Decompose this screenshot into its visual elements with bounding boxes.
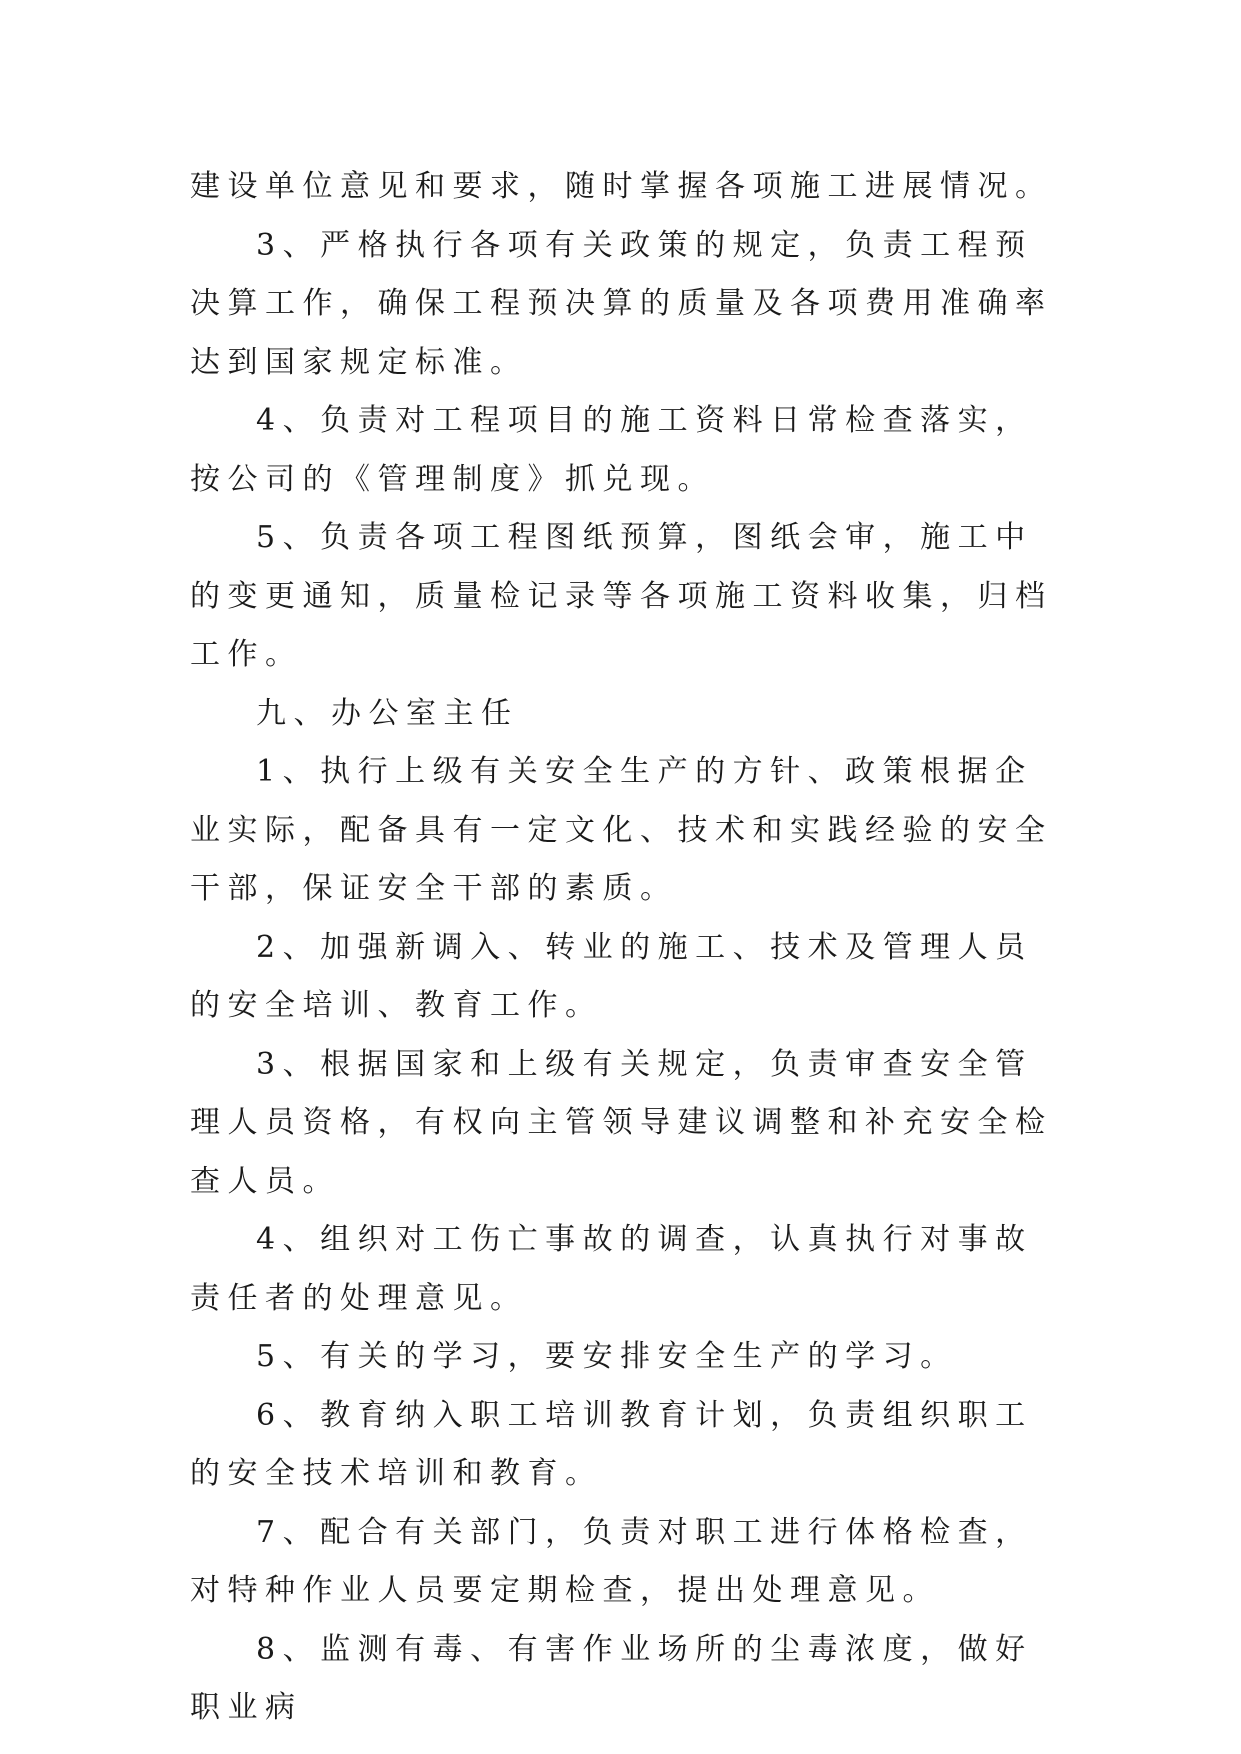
paragraph-item-7-health-check: 7、配合有关部门，负责对职工进行体格检查，对特种作业人员要定期检查，提出处理意见。	[190, 1514, 1033, 1608]
paragraph-item-4-accident: 4、组织对工伤亡事故的调查，认真执行对事故责任者的处理意见。	[190, 1222, 1033, 1316]
paragraph-item-5-drawings: 5、负责各项工程图纸预算，图纸会审，施工中的变更通知，质量检记录等各项施工资料收集，归档工作。	[190, 520, 1053, 672]
paragraph-item-2-training: 2、加强新调入、转业的施工、技术及管理人员的安全培训、教育工作。	[190, 929, 1033, 1023]
section-heading-office-director: 九、办公室主任	[256, 695, 519, 731]
paragraph-item-3-budget: 3、严格执行各项有关政策的规定，负责工程预决算工作，确保工程预决算的质量及各项费用准确率达到国家规定标准。	[190, 227, 1053, 380]
paragraph-item-1-safety-policy: 1、执行上级有关安全生产的方针、政策根据企业实际，配备具有一定文化、技术和实践经验的安全干部，保证安全干部的素质。	[190, 754, 1053, 906]
paragraph-item-5-study: 5、有关的学习，要安排安全生产的学习。	[256, 1339, 958, 1374]
paragraph-item-8-monitoring: 8、监测有毒、有害作业场所的尘毒浓度，做好职业病	[190, 1631, 1033, 1725]
paragraph-continuation: 建设单位意见和要求，随时掌握各项施工进展情况。	[190, 169, 1053, 204]
paragraph-item-4-records: 4、负责对工程项目的施工资料日常检查落实，按公司的《管理制度》抓兑现。	[190, 403, 1033, 497]
paragraph-item-6-education: 6、教育纳入职工培训教育计划，负责组织职工的安全技术培训和教育。	[190, 1397, 1033, 1491]
paragraph-item-3-qualification: 3、根据国家和上级有关规定，负责审查安全管理人员资格，有权向主管领导建议调整和补充安全检查人员。	[190, 1046, 1053, 1199]
document-page	[190, 158, 1060, 1738]
